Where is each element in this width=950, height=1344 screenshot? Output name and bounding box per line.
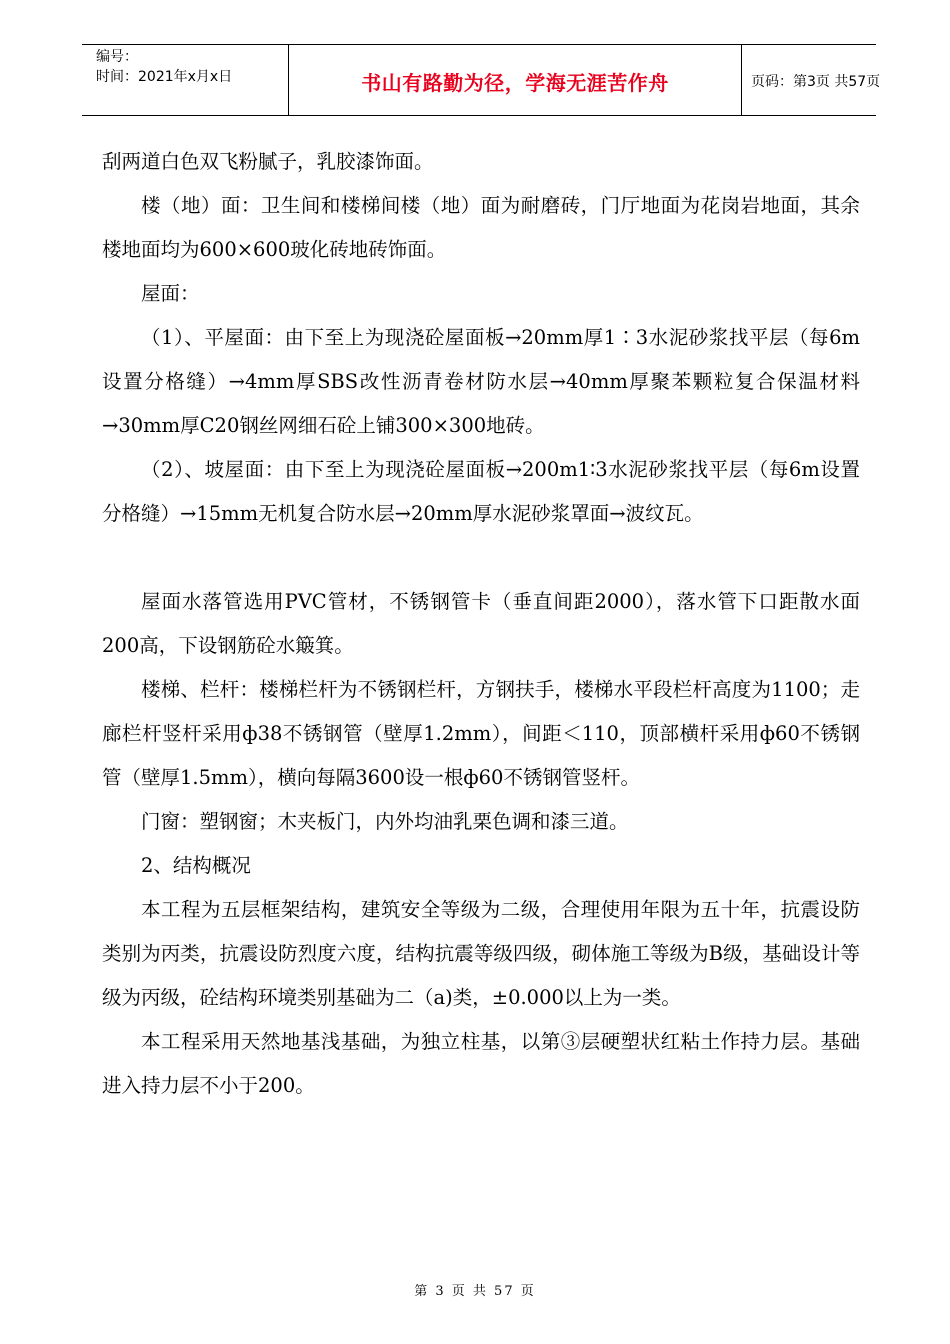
paragraph-doors-windows: 门窗：塑钢窗；木夹板门，内外均油乳栗色调和漆三道。 <box>141 810 629 833</box>
paragraph-foundation: 本工程采用天然地基浅基础，为独立柱基，以第③层硬塑状红粘土作持力层。基础进入持力层不小于200。 <box>102 1030 860 1097</box>
page-header <box>82 44 881 116</box>
paragraph-putty-finish: 刮两道白色双飞粉腻子，乳胶漆饰面。 <box>102 150 434 173</box>
paragraph-structure: 本工程为五层框架结构，建筑安全等级为二级，合理使用年限为五十年，抗震设防类别为丙类，抗震设防烈度六度，结构抗震等级四级，砌体施工等级为B级，基础设计等级为丙级，砼结构环境类别基础为二（a)类，±0.000以上为一类。 <box>102 898 860 1009</box>
paragraph-stairs-railing: 楼梯、栏杆：楼梯栏杆为不锈钢栏杆，方钢扶手，楼梯水平段栏杆高度为1100；走廊栏杆竖杆采用ф38不锈钢管（壁厚1.2mm），间距＜110，顶部横杆采用ф60不锈钢管（壁厚1.5mm），横向每隔3600设一根ф60不锈钢管竖杆。 <box>102 678 860 789</box>
paragraph-floor: 楼（地）面：卫生间和楼梯间楼（地）面为耐磨砖，门厅地面为花岗岩地面，其余楼地面均为600×600玻化砖地砖饰面。 <box>102 194 860 261</box>
page-footer: 第 3 页 共 57 页 <box>414 1284 536 1299</box>
paragraph-sloped-roof: （2）、坡屋面：由下至上为现浇砼屋面板→200m1∶3水泥砂浆找平层（每6m设置分格缝）→15mm无机复合防水层→20mm厚水泥砂浆罩面→波纹瓦。 <box>102 458 860 525</box>
header-motto: 书山有路勤为径，学海无涯苦作舟 <box>361 71 669 95</box>
header-meta-cell <box>82 45 288 115</box>
paragraph-downpipe: 屋面水落管选用PVC管材，不锈钢管卡（垂直间距2000），落水管下口距散水面200高，下设钢筋砼水簸箕。 <box>102 590 860 657</box>
header-motto-cell <box>288 45 742 115</box>
section-heading-structure: 2、结构概况 <box>141 854 251 877</box>
document-number-label: 编号： <box>96 49 138 65</box>
header-page-info: 页码：第3页 共57页 <box>751 74 881 90</box>
paragraph-roof-heading: 屋面： <box>141 282 200 305</box>
document-body <box>102 140 860 1108</box>
paragraph-flat-roof: （1）、平屋面：由下至上为现浇砼屋面板→20mm厚1∶3水泥砂浆找平层（每6m设置分格缝）→4mm厚SBS改性沥青卷材防水层→40mm厚聚苯颗粒复合保温材料→30mm厚C20钢丝网细石砼上铺300×300地砖。 <box>102 326 860 437</box>
header-page-cell <box>741 45 881 115</box>
document-time-label: 时间：2021年x月x日 <box>96 69 233 85</box>
